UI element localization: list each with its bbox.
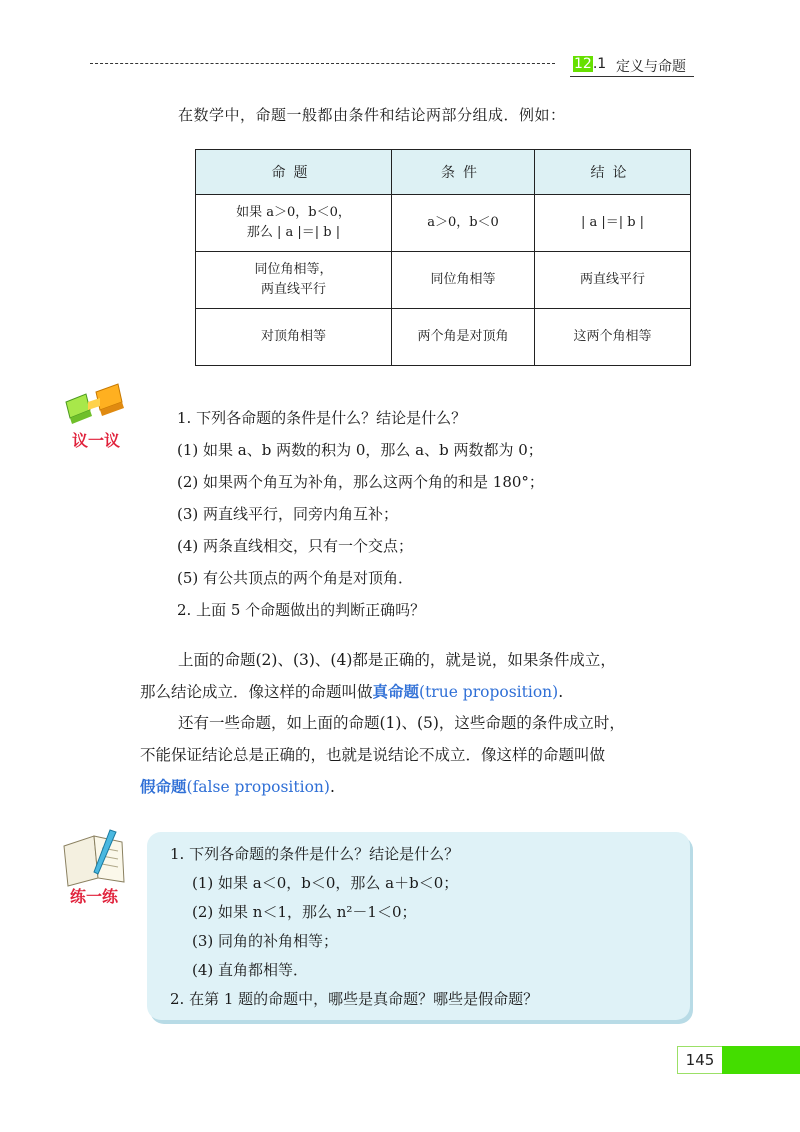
paragraph-true-proposition: 上面的命题(2)、(3)、(4)都是正确的，就是说，如果条件成立， 那么结论成立．像这样的命题叫做真命题(true proposition). [140,651,616,701]
list-item: 1. 下列各命题的条件是什么？结论是什么？ [170,845,460,863]
page-number: 145 [677,1046,723,1074]
table-header-cell: 命题 [196,150,392,195]
table-row [196,252,691,309]
table-cell: a＞0，b＜0 [392,195,535,252]
practice-list [170,840,538,1014]
table-row [196,195,691,252]
list-item: 2. 在第 1 题的命题中，哪些是真命题？哪些是假命题？ [170,990,539,1008]
term-true-proposition: 真命题 [372,682,420,701]
table-row [196,309,691,366]
table-cell: 两直线平行 [535,252,691,309]
list-item: (2) 如果 n＜1，那么 n²－1＜0； [192,903,417,921]
table-cell: 这两个角相等 [535,309,691,366]
list-item: (4) 两条直线相交，只有一个交点； [177,537,414,555]
discuss-list [177,402,544,626]
table-header-row [196,150,691,195]
header-dashed-rule [90,63,555,64]
practice-notebook-icon [58,826,133,906]
list-item: (1) 如果 a＜0，b＜0，那么 a＋b＜0； [192,874,459,892]
list-item: 1. 下列各命题的条件是什么？结论是什么？ [177,409,467,427]
list-item: (3) 同角的补角相等； [192,932,339,950]
list-item: (5) 有公共顶点的两个角是对顶角． [177,569,414,587]
intro-text: 在数学中，命题一般都由条件和结论两部分组成．例如： [178,106,566,124]
table-cell: 同位角相等 [392,252,535,309]
proposition-table [195,149,691,366]
table-cell: | a |＝| b | [535,195,691,252]
table-cell: 同位角相等， 两直线平行 [196,252,392,309]
section-number: 12.1 [574,56,607,72]
discuss-label: 议一议 [72,431,121,450]
list-item: (2) 如果两个角互为补角，那么这两个角的和是 180°； [177,473,544,491]
page-accent-bar [722,1046,800,1074]
paragraph-false-proposition: 还有一些命题，如上面的命题(1)、(5)，这些命题的条件成立时， 不能保证结论总是正确的，也就是说结论不成立．像这样的命题叫做 假命题(false proposition). [140,714,625,796]
list-item: (1) 如果 a、b 两数的积为 0，那么 a、b 两数都为 0； [177,441,543,459]
table-header-cell: 条件 [392,150,535,195]
discuss-computers-icon [60,380,135,455]
table-header-cell: 结论 [535,150,691,195]
list-item: (3) 两直线平行，同旁内角互补； [177,505,399,523]
practice-label: 练一练 [70,887,119,906]
list-item: 2. 上面 5 个命题做出的判断正确吗？ [177,601,426,619]
table-cell: 两个角是对顶角 [392,309,535,366]
term-false-proposition: 假命题 [140,777,187,796]
header-rule [570,76,694,77]
table-cell: 如果 a＞0，b＜0， 那么 | a |＝| b | [196,195,392,252]
table-cell: 对顶角相等 [196,309,392,366]
list-item: (4) 直角都相等． [192,961,309,979]
section-title: 定义与命题 [616,59,686,75]
